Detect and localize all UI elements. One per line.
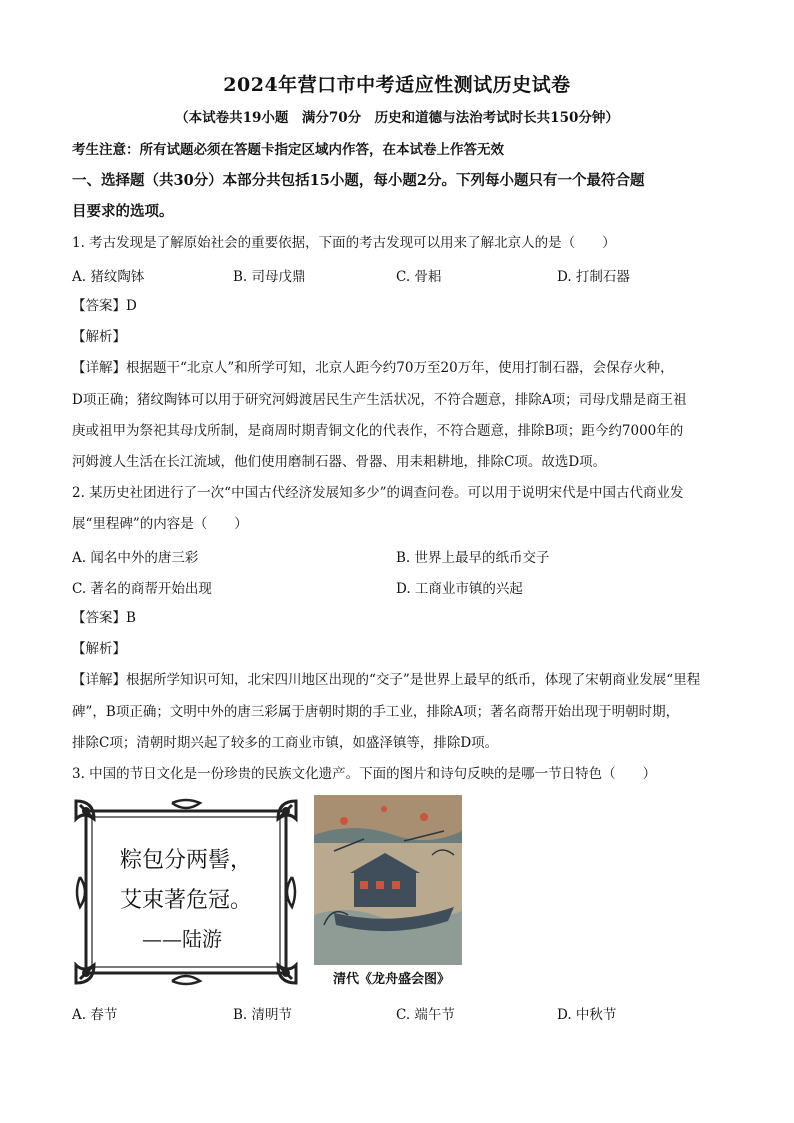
painting-image-icon: [314, 795, 462, 965]
section-heading-line1: 一、选择题（共30分）本部分共包括15小题，每小题2分。下列每小题只有一个最符合题: [72, 172, 645, 189]
q3-option-c: C. 端午节: [396, 1007, 455, 1023]
exam-notice: 考生注意：所有试题必须在答题卡指定区域内作答，在本试卷上作答无效: [72, 142, 504, 158]
q2-option-a: A. 闻名中外的唐三彩: [72, 550, 199, 566]
poem-line-2: 艾束著危冠。: [119, 888, 252, 913]
q1-detail-line3: 庚或祖甲为祭祀其母戊所制，是商周时期青铜文化的代表作，不符合题意，排除B项；距今约7000年的: [72, 423, 684, 439]
q2-answer: 【答案】B: [72, 610, 136, 626]
q3-option-b: B. 清明节: [233, 1007, 293, 1023]
q2-analysis-label: 【解析】: [72, 641, 126, 657]
q1-option-d: D. 打制石器: [557, 269, 630, 285]
q2-option-d: D. 工商业市镇的兴起: [396, 581, 523, 597]
page-subtitle: （本试卷共19小题 满分70分 历史和道德与法治考试时长共150分钟）: [175, 110, 619, 126]
q2-option-c: C. 著名的商帮开始出现: [72, 581, 212, 597]
q2-detail-line1: 【详解】根据所学知识可知，北宋四川地区出现的“交子”是世界上最早的纸币，体现了宋朝商业发展“里程: [72, 672, 701, 688]
q2-detail-line3: 排除C项；清朝时期兴起了较多的工商业市镇，如盛泽镇等，排除D项。: [72, 735, 499, 751]
q1-stem: 1. 考古发现是了解原始社会的重要依据，下面的考古发现可以用来了解北京人的是（ ）: [72, 235, 616, 251]
q2-detail-line2: 碑”，B项正确；文明中外的唐三彩属于唐朝时期的手工业，排除A项；著名商帮开始出现于明朝时期，: [72, 704, 680, 720]
section-heading-line2: 目要求的选项。: [72, 203, 174, 220]
dragon-boat-painting: [314, 795, 462, 965]
q3-stem: 3. 中国的节日文化是一份珍贵的民族文化遗产。下面的图片和诗句反映的是哪一节日特色（ ）: [72, 766, 657, 782]
poem-author: ——陆游: [142, 927, 222, 951]
q3-option-d: D. 中秋节: [557, 1007, 617, 1023]
q1-detail-line1: 【详解】根据题干“北京人”和所学可知，北京人距今约70万至20万年，使用打制石器，会保存火种，: [72, 360, 674, 376]
q1-analysis-label: 【解析】: [72, 329, 126, 345]
poem-frame-image: [72, 797, 300, 987]
q1-detail-line2: D项正确；猪纹陶钵可以用于研究河姆渡居民生产生活状况，不符合题意，排除A项；司母戊鼎是商王祖: [72, 392, 687, 408]
q2-stem-line2: 展“里程碑”的内容是（ ）: [72, 516, 248, 532]
q1-option-b: B. 司母戊鼎: [233, 269, 306, 285]
q1-option-c: C. 骨耜: [396, 269, 442, 285]
q2-option-b: B. 世界上最早的纸币交子: [396, 550, 550, 566]
q1-answer: 【答案】D: [72, 298, 137, 314]
q1-detail-line4: 河姆渡人生活在长江流域，他们使用磨制石器、骨器、用耒耜耕地，排除C项。故选D项。: [72, 454, 607, 470]
q2-stem-line1: 2. 某历史社团进行了一次“中国古代经济发展知多少”的调查问卷。可以用于说明宋代是中国古代商业发: [72, 485, 684, 501]
q3-option-a: A. 春节: [72, 1007, 118, 1023]
poem-line-1: 粽包分两髻，: [119, 848, 252, 873]
page-title: 2024年营口市中考适应性测试历史试卷: [223, 74, 571, 96]
painting-caption: 清代《龙舟盛会图》: [333, 972, 451, 987]
q1-option-a: A. 猪纹陶钵: [72, 269, 145, 285]
